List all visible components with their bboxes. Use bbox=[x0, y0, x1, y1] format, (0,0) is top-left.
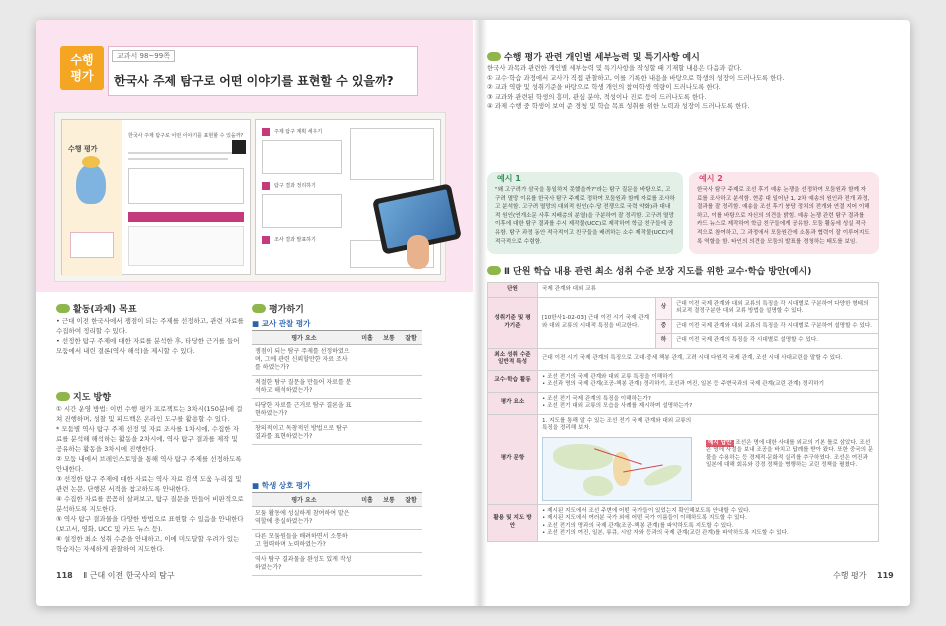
book-gutter bbox=[473, 20, 487, 606]
historical-map bbox=[542, 437, 692, 501]
guide-item: • 조선 전기의 여진, 일본, 류큐, 시암 자와 등과의 국제 관계(교린 관계)를 파악하도록 지도할 수 있다. bbox=[542, 530, 789, 536]
col-criteria: 평가 요소 bbox=[252, 493, 356, 507]
col-criteria: 평가 요소 bbox=[252, 331, 356, 345]
activity-cell bbox=[538, 370, 879, 392]
checkbox-cell[interactable] bbox=[356, 399, 378, 422]
guide-cell bbox=[538, 504, 879, 541]
plan-heading bbox=[487, 264, 811, 277]
record-heading bbox=[487, 50, 700, 63]
peer-eval-title: ■ 학생 상호 평가 bbox=[252, 481, 311, 490]
thumb-box bbox=[262, 194, 342, 228]
activity-item: • 조선과 명의 국제 관계(조공-책봉 관계) 정리하기, 조선과 여진, 일본 등 주변국과의 국제 관계(교린 관계) 정리하기 bbox=[542, 381, 825, 387]
level-desc: 근대 이전 국제 관계와 대외 교류의 특징을 각 시대별로 구분하여 설명할 수 있다. bbox=[672, 319, 879, 334]
thumb-text-line bbox=[128, 152, 238, 154]
table-row bbox=[488, 504, 879, 541]
intro-line: ① 교수·학습 과정에서 교사가 직접 관찰하고, 이를 기록한 내용을 바탕으로 학생의 성장이 드러나도록 한다. bbox=[487, 73, 785, 82]
step-marker-icon bbox=[262, 182, 270, 190]
criteria-cell: 모둠 활동에 성실하게 참여하여 맡은 역할에 충실하였는가? bbox=[252, 507, 356, 530]
checkbox-cell[interactable] bbox=[356, 530, 378, 553]
thumb-step-2: 탐구 결과 정리하기 bbox=[274, 183, 316, 189]
thumb-grid bbox=[350, 128, 434, 180]
col-fair: 보통 bbox=[378, 331, 400, 345]
level-low: 하 bbox=[656, 334, 672, 349]
eval-item: • 조선 전기 국제 관계의 특징을 이해하는가? bbox=[542, 395, 651, 402]
guide-heading bbox=[56, 390, 111, 403]
checkbox-cell[interactable] bbox=[356, 345, 378, 376]
intro-line: ③ 교과와 관련된 학생의 흥미, 관심 분야, 적성이나 진로 등이 드러나도록 한다. bbox=[487, 92, 707, 101]
activity-item: • 조선 전기의 국제 관계와 대외 교류 특징을 이해하기 bbox=[542, 373, 673, 380]
level-mid: 중 bbox=[656, 319, 672, 334]
guide-item: ⑥ 설정한 최소 성취 수준을 안내하고, 이에 미도달할 우려가 있는 학습자는 자세하게 관찰하여 지도한다. bbox=[56, 535, 240, 553]
row-header-guide: 활용 및 지도 방안 bbox=[488, 504, 538, 541]
guide-item: • 제시된 지도에서 여러분 국가 외에 어떤 국가 이름들이 이해하도록 지도할 수 있다. bbox=[542, 515, 747, 521]
criteria-cell: 타당한 자료를 근거로 탐구 결론을 표현하였는가? bbox=[252, 399, 356, 422]
tag-line-2: 평가 bbox=[70, 69, 94, 83]
teacher-eval-table bbox=[252, 330, 422, 445]
teacher-eval-title: ■ 교사 관찰 평가 bbox=[252, 319, 311, 328]
table-row bbox=[252, 345, 422, 376]
table-row bbox=[252, 530, 422, 553]
hand-illustration bbox=[407, 235, 429, 269]
table-row bbox=[252, 376, 422, 399]
guide-item: ① 시간 운영 방법: 이번 수행 평가 프로젝트는 3차시(150분)에 걸쳐 진행하며, 성찰 및 피드백은 온라인 도구를 활용할 수 있다. bbox=[56, 405, 243, 423]
criteria-cell: 역사 탐구 결과물을 완성도 있게 작성하였는가? bbox=[252, 553, 356, 576]
plan-heading-text: Ⅱ 단원 학습 내용 관련 최소 성취 수준 보장 지도를 위한 교수·학습 방안(예시) bbox=[504, 267, 812, 277]
table-row bbox=[488, 392, 879, 414]
character-illustration bbox=[76, 164, 106, 204]
left-footer bbox=[56, 570, 175, 581]
pencil-icon bbox=[56, 392, 70, 401]
checkbox-cell[interactable] bbox=[378, 507, 400, 530]
thumb-pink-bar bbox=[128, 212, 244, 222]
page-section-label: Ⅱ 근대 이전 한국사의 탐구 bbox=[83, 571, 175, 580]
row-header-question: 평가 문항 bbox=[488, 414, 538, 504]
character-head bbox=[82, 156, 100, 168]
checkbox-cell[interactable] bbox=[400, 507, 422, 530]
goal-list bbox=[56, 316, 244, 356]
checkbox-cell[interactable] bbox=[400, 399, 422, 422]
checkbox-cell[interactable] bbox=[356, 507, 378, 530]
page-number-left: 118 bbox=[56, 571, 73, 580]
guide-item: ② 모둠 내에서 브레인스토밍을 통해 역사 탐구 주제를 선정하도록 안내한다. bbox=[56, 455, 242, 473]
checkbox-cell[interactable] bbox=[400, 553, 422, 576]
example-1-box bbox=[487, 172, 683, 254]
level-desc: 근대 이전 국제 관계와 대외 교류의 특징을 각 시대별로 구분하여 다양한 형태의 외교적 결정구분한 대외 교류 방법을 설명할 수 있다. bbox=[672, 297, 879, 319]
page-section-label: 수행 평가 bbox=[833, 571, 867, 580]
map-landmass bbox=[583, 476, 613, 496]
step-marker-icon bbox=[262, 236, 270, 244]
goal-item: • 선정한 탐구 주제에 대한 자료를 분석한 후, 타당한 근거를 들어 모둠에서 내린 결론(역사 해석)을 제시할 수 있다. bbox=[56, 337, 240, 355]
textbook-spread bbox=[36, 20, 910, 606]
pencil-icon bbox=[56, 304, 70, 313]
record-intro bbox=[487, 64, 879, 112]
table-row bbox=[488, 283, 879, 298]
eval-item: • 조선 전기 대외 교류의 모습을 사례를 제시하며 설명하는가? bbox=[542, 403, 693, 409]
question-cell bbox=[538, 414, 879, 504]
col-good: 잘함 bbox=[400, 331, 422, 345]
thumb-step-3: 조사 결과 발표하기 bbox=[274, 237, 316, 243]
row-header-min-level: 최소 성취 수준 일반적 특성 bbox=[488, 348, 538, 370]
eval-heading-text: 평가하기 bbox=[269, 305, 304, 315]
thumb-panel-title: 한국사 주제 탐구로 어떤 이야기를 표현할 수 있을까? bbox=[128, 133, 244, 139]
textbook-thumbnail bbox=[54, 112, 446, 282]
criteria-cell: 적절한 탐구 질문을 만들어 자료를 분석하고 해석하였는가? bbox=[252, 376, 356, 399]
guide-item: * 모둠별 역사 탐구 주제 선정 및 자료 조사를 1차시에, 수집한 자료를 분석해 해석하는 활동을 2차시에, 역사 탐구 결과를 제작 및 공유하는 활동을 3차시에 진행한다. bbox=[56, 425, 239, 453]
checkbox-cell[interactable] bbox=[378, 345, 400, 376]
table-row bbox=[252, 422, 422, 445]
table-row bbox=[252, 553, 422, 576]
pencil-icon bbox=[487, 266, 501, 275]
col-fair: 보통 bbox=[378, 493, 400, 507]
checkbox-cell[interactable] bbox=[356, 422, 378, 445]
goal-heading-text: 활동(과제) 목표 bbox=[73, 305, 137, 315]
thumb-step-1: 주제 탐구 계획 세우기 bbox=[274, 129, 323, 135]
textbook-pages: 교과서 98~99쪽 bbox=[112, 50, 175, 62]
intro-line: 한국사 과목과 관련한 개인별 세부능력 및 특기사항을 작성할 때 기재할 내용은 다음과 같다. bbox=[487, 64, 742, 72]
guide-item: ③ 선정한 탐구 주제에 대한 사료는 역사 자료 검색 도움 누리집 및 관련 논문, 단행본 서적을 참고하도록 안내한다. bbox=[56, 475, 242, 493]
guide-item: • 조선 전기의 명과의 국제 관계(조공-책봉 관계)를 파악하도록 지도할 수 있다. bbox=[542, 522, 734, 529]
eval-heading bbox=[252, 302, 304, 315]
goal-item: • 근대 이전 한국사에서 쟁점이 되는 주제를 선정하고, 관련 자료를 수집하여 정리할 수 있다. bbox=[56, 317, 244, 335]
lesson-title: 한국사 주제 탐구로 어떤 이야기를 표현할 수 있을까? bbox=[114, 74, 394, 88]
criteria-cell: 쟁점이 되는 탐구 주제를 선정하였으며, 그에 관련 신뢰할만한 자료 조사를 하였는가? bbox=[252, 345, 356, 376]
assessment-tag bbox=[60, 46, 104, 90]
checkbox-cell[interactable] bbox=[378, 399, 400, 422]
checkbox-cell[interactable] bbox=[378, 422, 400, 445]
standard-cell: [10한사1-02-03] 근대 이전 시기 국제 관계와 대외 교류의 시대적 특징을 비교한다. bbox=[538, 297, 656, 348]
col-poor: 미흡 bbox=[356, 493, 378, 507]
intro-line: ④ 과제 수행 중 학생이 보여 준 경청 및 학습 목표 성취를 위한 노력과 성장이 드러나도록 한다. bbox=[487, 102, 750, 111]
thumb-text-line bbox=[128, 158, 228, 160]
level-desc: 근대 이전 국제 관계의 특징을 각 시대별로 설명할 수 있다. bbox=[672, 334, 879, 349]
sample-answer-text: 조선은 명에 대한 사대를 외교의 기본 틀로 삼았다. 조선은 명에 사절을 보내 조공을 바치고 답례를 받아 왔다. 또한 중국의 문물을 수용하는 등 경제적·문화적 실리를 추구하였다. 조선은 여진과 일본에 대해 회유와 강경 정책을 병행하는 교린 정책을 펼쳤다. bbox=[706, 439, 874, 468]
guide-item: ④ 수집한 자료를 꼼꼼히 살펴보고, 탐구 질문을 만들어 비판적으로 분석하도록 지도한다. bbox=[56, 495, 244, 513]
table-row bbox=[488, 414, 879, 504]
intro-line: ② 교과 역량 및 성취기준을 바탕으로 학생 개인의 참여학생 역량이 드러나도록 한다. bbox=[487, 83, 721, 92]
qr-code-icon bbox=[232, 140, 246, 154]
guide-item: ⑤ 역사 탐구 결과물을 다양한 방법으로 표현할 수 있음을 안내한다(보고서, 영화, UCC 및 카드 뉴스 등). bbox=[56, 515, 244, 533]
map-japan bbox=[642, 460, 684, 490]
level-high: 상 bbox=[656, 297, 672, 319]
step-marker-icon bbox=[262, 128, 270, 136]
thumb-box bbox=[128, 168, 244, 204]
example-2-text: 한국사 탐구 주제로 조선 후기 예송 논쟁을 선정하여 모둠원과 함께 자료를 조사하고 분석함. 현종 대 일어난 1, 2차 예송의 원인과 전개 과정, 결과를 잘 정리함. 예송을 조선 후기 붕당 정치의 전개와 연결 지어 이해하고, 이를 바탕으로 자신의 의견을 밝힘. 예송 논쟁 관련 탐구 결과를 카드 뉴스로 제작하여 학급 친구들에게 공유함. 모둠 활동에 성실 적극적으로 참여하고, 그 과정에서 모둠원간에 소통과 협력이 잘 이루어지도록 역할을 함. 타인의 의견을 모둠의 발표를 경청하는 태도를 보임. bbox=[697, 187, 870, 245]
sample-answer-tag: 예시 답안 bbox=[708, 439, 732, 446]
checkbox-cell[interactable] bbox=[400, 345, 422, 376]
col-good: 잘함 bbox=[400, 493, 422, 507]
checkbox-cell[interactable] bbox=[356, 376, 378, 399]
checkbox-cell[interactable] bbox=[378, 376, 400, 399]
row-header-standard: 성취기준 및 평가기준 bbox=[488, 297, 538, 348]
table-row bbox=[488, 348, 879, 370]
record-heading-text: 수행 평가 관련 개인별 세부능력 및 특기사항 예시 bbox=[504, 53, 700, 63]
row-header-unit: 단원 bbox=[488, 283, 538, 298]
example-2-box bbox=[689, 172, 879, 254]
eval-cell bbox=[538, 392, 879, 414]
criteria-cell: 다른 모둠원들을 배려하면서 소통하고 협력하며 노력하였는가? bbox=[252, 530, 356, 553]
checkbox-cell[interactable] bbox=[378, 553, 400, 576]
goal-heading bbox=[56, 302, 137, 315]
guide-item: • 제시된 지도에서 조선 주변에 어떤 국가들이 있었는지 확인해보도록 안내할 수 있다. bbox=[542, 507, 751, 514]
guide-heading-text: 지도 방향 bbox=[73, 393, 111, 403]
pencil-icon bbox=[487, 52, 501, 61]
table-row bbox=[252, 399, 422, 422]
checkbox-cell[interactable] bbox=[356, 553, 378, 576]
page-number-right: 119 bbox=[877, 571, 894, 580]
guide-list bbox=[56, 404, 244, 554]
checkbox-cell[interactable] bbox=[400, 530, 422, 553]
right-page bbox=[487, 20, 910, 606]
min-level-cell: 근대 이전 시기 국제 관계의 특징으로 고대·중세 책봉 관계, 고려 시대 다원적 국제 관계, 조선 시대 사대교린을 말할 수 있다. bbox=[538, 348, 879, 370]
example-2-label: 예시 2 bbox=[699, 174, 723, 183]
col-poor: 미흡 bbox=[356, 331, 378, 345]
thumb-note bbox=[70, 232, 114, 258]
row-header-eval: 평가 요소 bbox=[488, 392, 538, 414]
example-1-text: "왜 고구려가 삼국을 통일하지 못했을까?"라는 탐구 질문을 바탕으로, 고구려 멸망 이유를 한국사 탐구 주제로 정하여 모둠원과 함께 자료를 조사하고 분석함. 고구려 멸망의 대외적 원인(수·당 전쟁으로 국력 약화)과 대내적 원인(연개소문 사후 지배층의 분열)을 구분하여 잘 정리함. 고구려 멸망 이후에 대한 탐구 결과를 수시 제작물(UCC)로 제작하여 학급 친구들에 공유함. 탐구 과정 동안 적극적이고 친구들을 배려하는 소수 제작물(UCC)에 적극적으로 수렴함. bbox=[495, 187, 675, 245]
question-text: 1. 지도를 통해 알 수 있는 조선 전기 국제 관계와 대외 교류의 특징을 정리해 보자. bbox=[542, 417, 692, 431]
table-row bbox=[488, 370, 879, 392]
checkbox-cell[interactable] bbox=[400, 422, 422, 445]
thumb-table bbox=[128, 226, 244, 266]
thumb-heading: 수행 평가 bbox=[68, 145, 98, 153]
teaching-plan-table bbox=[487, 282, 879, 542]
unit-cell: 국제 관계와 대외 교류 bbox=[538, 283, 879, 298]
criteria-cell: 창의적이고 독창적인 방법으로 탐구 결과를 표현하였는가? bbox=[252, 422, 356, 445]
right-footer bbox=[833, 570, 894, 581]
tag-line-1: 수행 bbox=[70, 53, 94, 67]
left-page bbox=[36, 20, 473, 606]
thumb-box bbox=[262, 140, 342, 174]
example-1-label: 예시 1 bbox=[497, 174, 521, 183]
checkbox-cell[interactable] bbox=[400, 376, 422, 399]
table-row bbox=[488, 297, 879, 319]
row-header-activity: 교수·학습 활동 bbox=[488, 370, 538, 392]
checkbox-cell[interactable] bbox=[378, 530, 400, 553]
table-row bbox=[252, 507, 422, 530]
map-landmass bbox=[553, 444, 613, 470]
peer-eval-table bbox=[252, 492, 422, 576]
thumb-left-page bbox=[61, 119, 251, 275]
pencil-icon bbox=[252, 304, 266, 313]
